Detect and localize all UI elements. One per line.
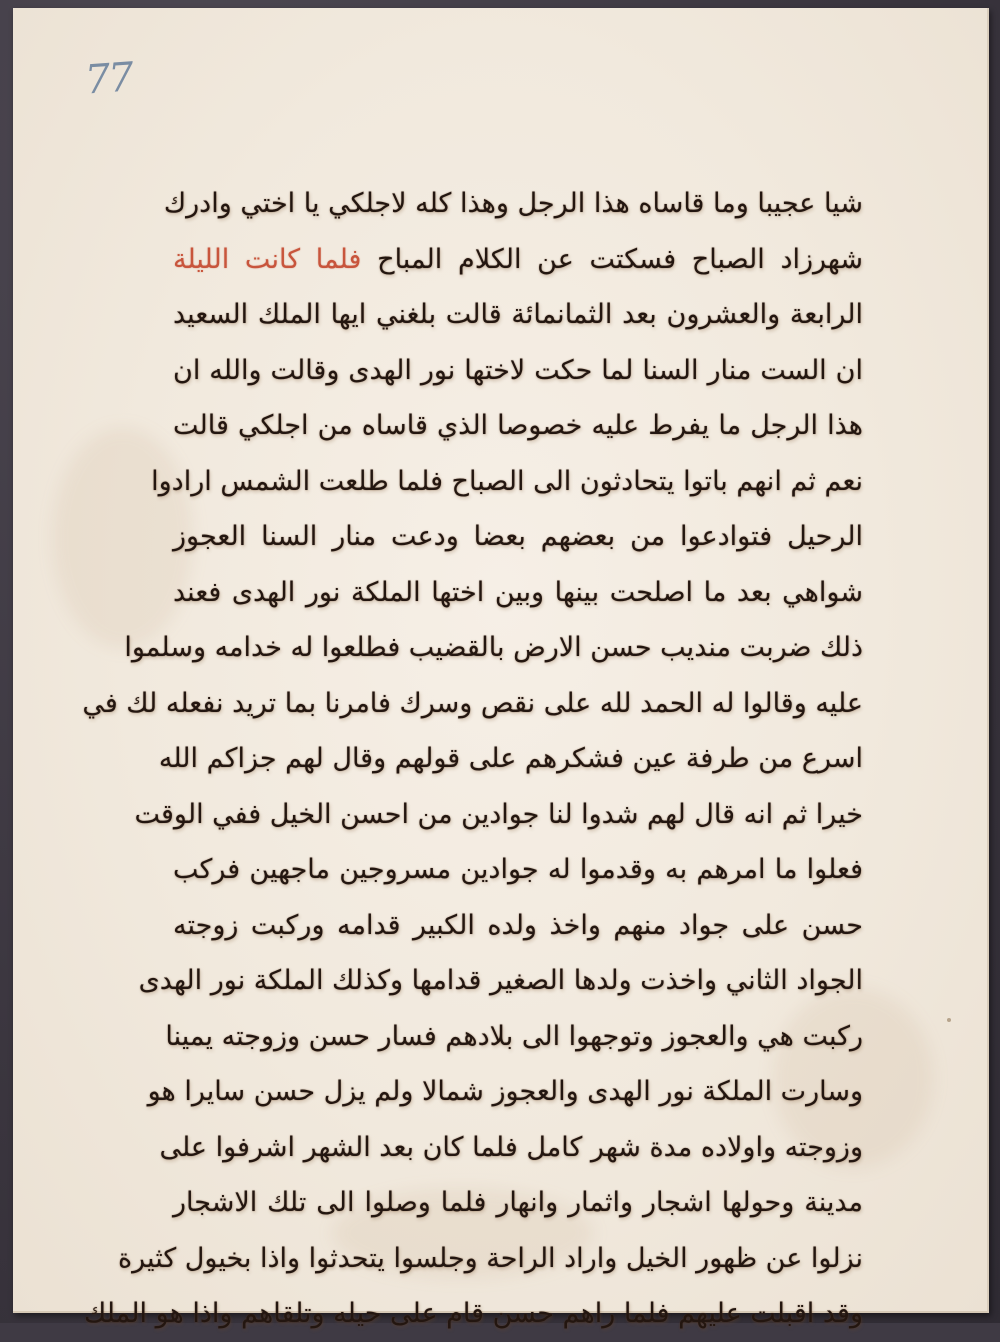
line-text: وسارت الملكة نور الهدى والعجوز شمالا ولم يزل حسن سايرا هو (147, 1076, 863, 1107)
manuscript-line (118, 1231, 863, 1287)
manuscript-line (173, 287, 863, 343)
line-text: وقد اقبلت عليهم فلما راهم حسن قام على حيله وتلقاهم واذا هو الملك (83, 1298, 863, 1329)
manuscript-line (163, 176, 863, 232)
line-text: هذا الرجل ما يفرط عليه خصوصا الذي قاساه من اجلكي قالت (173, 410, 863, 441)
line-text: ذلك ضربت منديب حسن الارض بالقضيب فطلعوا له خدامه وسلموا (124, 632, 863, 663)
manuscript-line (159, 1120, 863, 1176)
manuscript-line (173, 398, 863, 454)
line-text: نزلوا عن ظهور الخيل واراد الراحة وجلسوا يتحدثوا واذا بخيول كثيرة (118, 1242, 863, 1274)
manuscript-line (147, 1064, 863, 1120)
line-text: عليه وقالوا له الحمد لله على نقص وسرك فامرنا بما تريد نفعله لك في (82, 687, 863, 719)
manuscript-line (158, 731, 863, 787)
manuscript-line (151, 454, 863, 510)
line-text: مدينة وحولها اشجار واثمار وانهار فلما وصلوا الى تلك الاشجار (173, 1187, 863, 1218)
line-text: خيرا ثم انه قال لهم شدوا لنا جوادين من احسن الخيل ففي الوقت (134, 798, 863, 830)
line-text: نعم ثم انهم باتوا يتحادثون الى الصباح فلما طلعت الشمس ارادوا (151, 465, 863, 497)
line-text: الرحيل فتوادعوا من بعضهم بعضا ودعت منار السنا العجوز (173, 521, 863, 552)
rubric-heading: فلما كانت الليلة (173, 243, 362, 275)
manuscript-line (83, 1286, 863, 1342)
line-text: حسن على جواد منهم واخذ ولده الكبير قدامه وركبت زوجته (173, 909, 863, 941)
manuscript-line (173, 232, 863, 288)
manuscript-line (173, 509, 863, 565)
manuscript-page (13, 8, 989, 1329)
manuscript-line (165, 1009, 863, 1065)
manuscript-line (82, 676, 863, 732)
line-text: اسرع من طرفة عين فشكرهم على قولهم وقال لهم جزاكم الله (158, 743, 863, 774)
line-text: الرابعة والعشرون بعد الثمانمائة قالت بلغني ايها الملك السعيد (173, 299, 863, 330)
line-text: ركبت هي والعجوز وتوجهوا الى بلادهم فسار حسن وزوجته يمينا (165, 1020, 863, 1052)
manuscript-line (173, 1175, 863, 1231)
manuscript-line (173, 343, 863, 399)
manuscript-line (138, 953, 863, 1009)
line-text: شواهي بعد ما اصلحت بينها وبين اختها الملكة نور الهدى فعند (173, 576, 863, 608)
manuscript-line (134, 787, 863, 843)
line-text: الجواد الثاني واخذت ولدها الصغير قدامها وكذلك الملكة نور الهدى (138, 965, 863, 996)
line-text: شهرزاد الصباح فسكتت عن الكلام المباح (361, 243, 863, 275)
line-text: وزوجته واولاده مدة شهر كامل فلما كان بعد الشهر اشرفوا على (159, 1131, 863, 1163)
manuscript-line (173, 565, 863, 621)
line-text: ان الست منار السنا لما حكت لاختها نور الهدى وقالت والله ان (173, 354, 863, 386)
manuscript-line (173, 842, 863, 898)
paper-speck (947, 1018, 951, 1022)
line-text: فعلوا ما امرهم به وقدموا له جوادين مسروجين ماجهين فركب (173, 854, 863, 885)
folio-number: 77 (83, 54, 134, 104)
manuscript-line (124, 620, 863, 676)
manuscript-line (173, 898, 863, 954)
manuscript-text-block (82, 176, 863, 1342)
line-text: شيا عجيبا وما قاساه هذا الرجل وهذا كله لاجلكي يا اختي وادرك (163, 188, 863, 219)
